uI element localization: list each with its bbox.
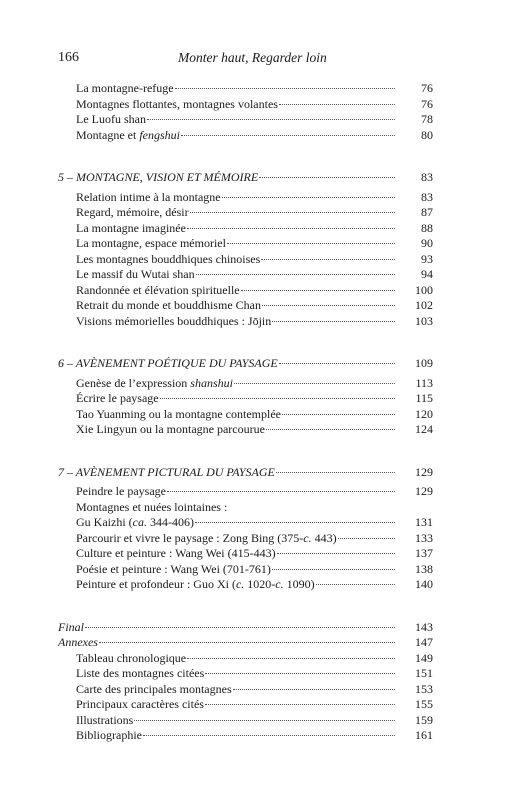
- toc-entry: Les montagnes bouddhiques chinoises 93: [76, 251, 433, 266]
- toc-entry: Écrire le paysage 115: [76, 391, 433, 405]
- toc-entry: Parcourir et vivre le paysage : Zong Bing (375-c. 443) 133: [76, 530, 433, 545]
- toc-chapter-5: 5 – MONTAGNE, VISION ET MÉMOIRE 83: [58, 170, 433, 184]
- toc-entry: Gu Kaizhi (ca. 344-406) 131: [76, 515, 433, 529]
- toc-entry: Carte des principales montagnes 153: [76, 681, 433, 696]
- toc-entry: Illustrations 159: [76, 712, 433, 727]
- toc-entry: Xie Lingyun ou la montagne parcourue 124: [76, 422, 433, 436]
- toc-entry: Le Luofu shan 78: [76, 112, 433, 126]
- toc-entry: Genèse de l’expression shanshui 113: [76, 375, 433, 390]
- toc-entry: La montagne, espace mémoriel 90: [76, 236, 433, 250]
- running-title: Monter haut, Regarder loin: [178, 50, 327, 65]
- toc-entry: Retrait du monde et bouddhisme Chan 102: [76, 298, 433, 312]
- toc-entry: Tao Yuanming ou la montagne contemplée 120: [76, 406, 433, 421]
- toc-entry: Montagnes flottantes, montagnes volantes 76: [76, 96, 433, 111]
- table-of-contents: [58, 81, 433, 744]
- toc-chapter-7: 7 – AVÈNEMENT PICTURAL DU PAYSAGE 129: [58, 464, 433, 479]
- toc-entry: Principaux caractères cités 155: [76, 697, 433, 711]
- toc-entry-line: Montagnes et nuées lointaines :: [76, 499, 228, 514]
- page-header: [58, 50, 405, 68]
- page-number: 166: [58, 50, 79, 65]
- toc-entry: Culture et peinture : Wang Wei (415-443) 137: [76, 546, 433, 560]
- toc-entry: Randonnée et élévation spirituelle 100: [76, 282, 433, 297]
- toc-entry: Montagne et fengshui 80: [76, 127, 433, 142]
- toc-entry: La montagne imaginée 88: [76, 220, 433, 235]
- toc-entry: Relation intime à la montagne 83: [76, 189, 433, 204]
- toc-entry: Peinture et profondeur : Guo Xi (c. 1020-c. 1090) 140: [76, 577, 433, 591]
- toc-annexes: Annexes 147: [58, 635, 433, 649]
- toc-entry: Visions mémorielles bouddhiques : Jōjin 103: [76, 313, 433, 328]
- toc-entry: Regard, mémoire, désir 87: [76, 205, 433, 219]
- toc-final: Final 143: [58, 619, 433, 634]
- toc-entry: Poésie et peinture : Wang Wei (701-761) 138: [76, 561, 433, 576]
- toc-chapter-6: 6 – AVÈNEMENT POÉTIQUE DU PAYSAGE 109: [58, 356, 433, 370]
- toc-entry: Le massif du Wutai shan 94: [76, 267, 433, 281]
- toc-entry: Tableau chronologique 149: [76, 650, 433, 665]
- toc-entry: La montagne-refuge 76: [76, 81, 433, 95]
- toc-entry: Bibliographie 161: [76, 728, 433, 742]
- toc-entry: Liste des montagnes citées 151: [76, 666, 433, 680]
- toc-entry: Peindre le paysage 129: [76, 484, 433, 498]
